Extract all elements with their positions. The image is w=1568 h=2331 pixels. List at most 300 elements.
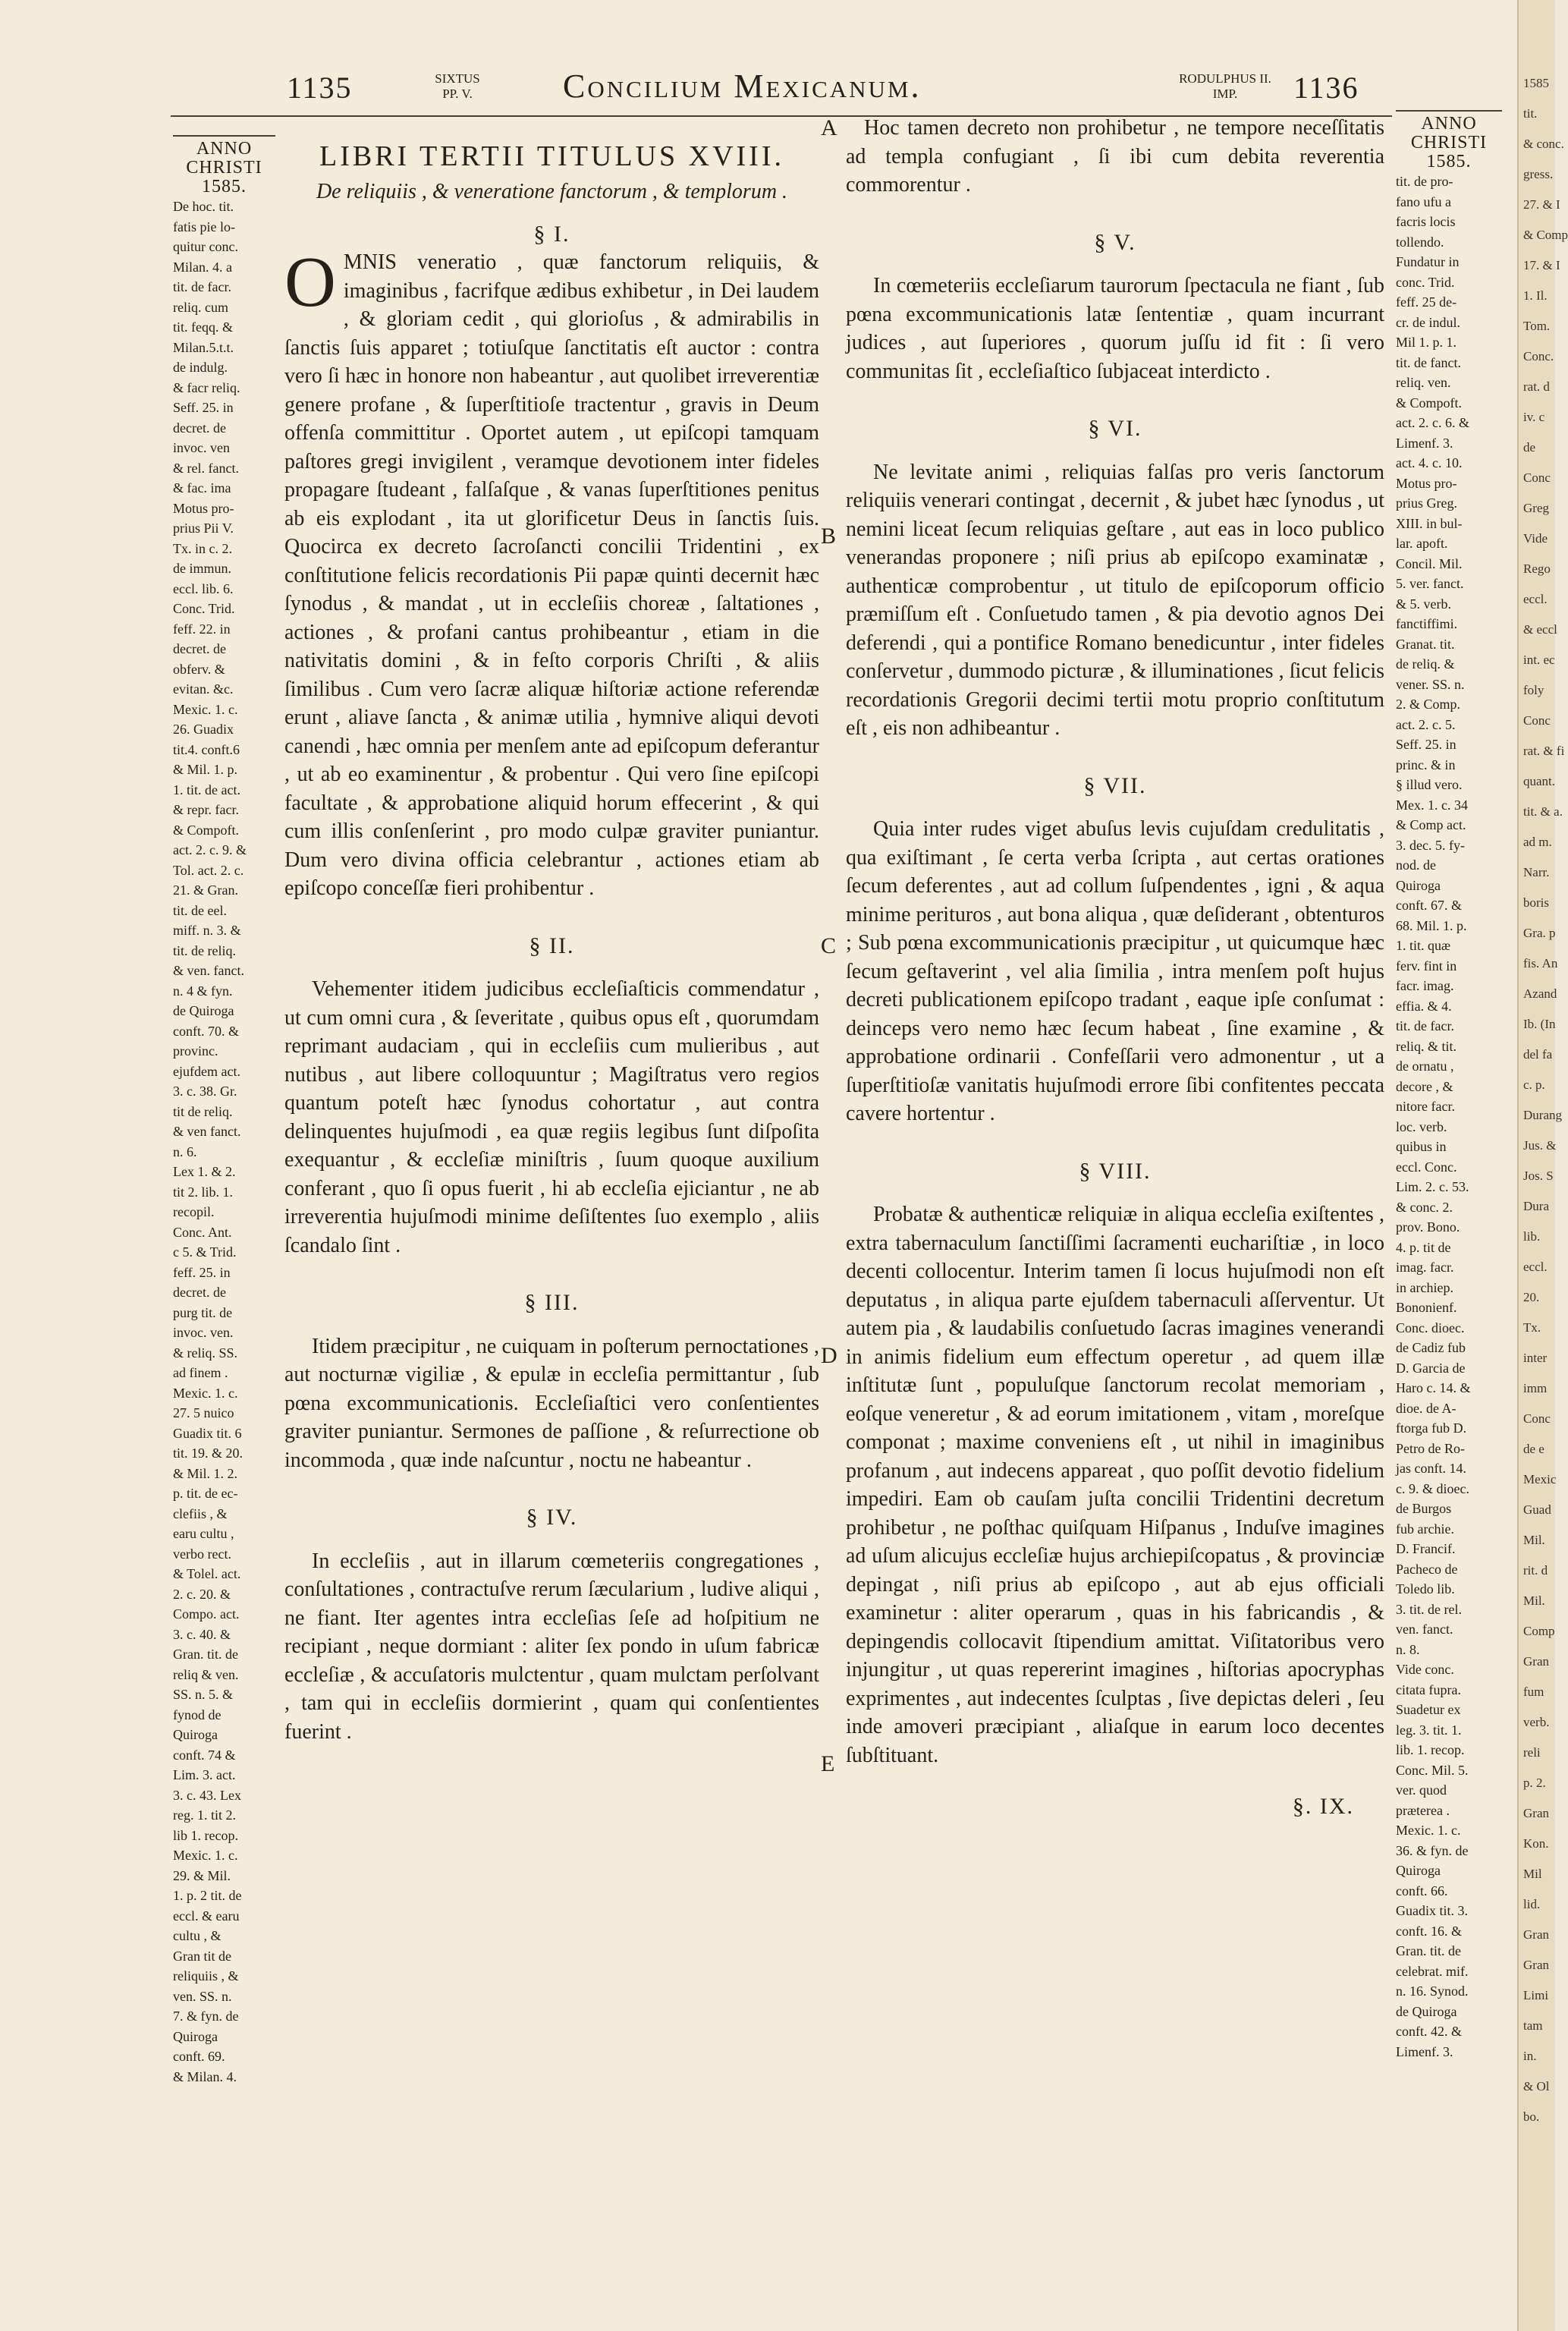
margin-note-line: loc. verb. <box>1396 1118 1447 1134</box>
adjacent-page-line: inter <box>1523 1351 1548 1365</box>
adjacent-page-line: tit. & a. <box>1523 804 1563 819</box>
margin-note-line: Mex. 1. c. 34 <box>1396 797 1468 813</box>
adjacent-page-line: de <box>1523 440 1536 455</box>
margin-note-line: Milan.5.t.t. <box>173 339 234 355</box>
column-letter-b: B <box>821 524 837 549</box>
adjacent-page-line: rit. d <box>1523 1563 1548 1578</box>
margin-note-line: Mexic. 1. c. <box>173 1385 238 1401</box>
margin-note-line: & ven. fanct. <box>173 963 244 978</box>
adjacent-page-line: Narr. <box>1523 865 1550 879</box>
anno-line: ANNO <box>1421 114 1477 134</box>
margin-note-line: Fundatur in <box>1396 254 1460 269</box>
margin-note-line: & rel. fanct. <box>173 460 239 476</box>
margin-note-line: lib. 1. recop. <box>1396 1742 1465 1757</box>
margin-note-line: recopil. <box>173 1204 215 1219</box>
margin-note-line: ven. fanct. <box>1396 1622 1453 1637</box>
margin-note-line: c. 9. & dioec. <box>1396 1480 1469 1496</box>
margin-note-line: Granat. tit. <box>1396 636 1455 652</box>
adjacent-page-line: Conc <box>1523 1411 1551 1426</box>
right-note-list <box>1396 171 1502 2062</box>
margin-note-line: ferv. fint in <box>1396 958 1457 974</box>
margin-note-line: citata fupra. <box>1396 1681 1461 1697</box>
margin-note-line: invoc. ven <box>173 440 230 455</box>
margin-note-line: 27. 5 nuico <box>173 1405 234 1420</box>
adjacent-page-line: rat. & fi <box>1523 744 1565 758</box>
margin-note-line: & facr reliq. <box>173 379 240 395</box>
margin-note-line: act. 2. c. 9. & <box>173 842 247 857</box>
adjacent-page-line: lid. <box>1523 1897 1541 1911</box>
margin-note-line: ven. SS. n. <box>173 1988 232 2004</box>
margin-note-line: tit de reliq. <box>173 1103 233 1119</box>
margin-note-line: ejufdem act. <box>173 1063 240 1079</box>
section-paragraph <box>284 243 819 903</box>
margin-note-line: tit. de facr. <box>1396 1018 1454 1033</box>
margin-note-line: lar. apoft. <box>1396 536 1448 551</box>
section-paragraph: Itidem præcipitur , ne cuiquam in poſterum pernoctationes , aut nocturnæ vigiliæ , & epulæ in eccleſia permittantur , ſub pœna excommunicationis. Eccleſiaſtici vero conſentientes graviter puniantur. Sermones de paſſione , & reſurrectione ob incommoda , quæ inde naſcuntur , noctu ne habeantur . <box>284 1334 819 1472</box>
adjacent-page-line: Mil <box>1523 1867 1542 1881</box>
adjacent-page-line: Conc. <box>1523 349 1554 363</box>
adjacent-page-line: & Comp <box>1523 228 1568 242</box>
adjacent-page-line: fis. An <box>1523 956 1558 970</box>
margin-note-line: 29. & Mil. <box>173 1867 231 1883</box>
margin-note-line: conft. 42. & <box>1396 2024 1462 2039</box>
adjacent-page-line: bo. <box>1523 2109 1540 2124</box>
adjacent-page-line: Conc <box>1523 470 1551 485</box>
margin-note-line: Milan. 4. a <box>173 259 232 275</box>
column-letter-c: C <box>821 933 837 958</box>
margin-note-line: reliquiis , & <box>173 1968 239 1983</box>
margin-note-line: § illud vero. <box>1396 777 1463 792</box>
adjacent-page-line: Azand <box>1523 986 1557 1001</box>
anno-line: 1585. <box>1426 152 1472 171</box>
margin-note-line: Mil 1. p. 1. <box>1396 335 1457 350</box>
margin-note-line: Bononienf. <box>1396 1300 1457 1315</box>
margin-note-line: conft. 67. & <box>1396 898 1462 913</box>
margin-note-line: Motus pro- <box>173 500 234 516</box>
anno-label <box>173 140 275 197</box>
adjacent-page-line: Tx. <box>1523 1320 1541 1335</box>
margin-note-line: fatis pie lo- <box>173 219 235 234</box>
right-margin-notes <box>1396 110 1502 2062</box>
adjacent-page-line: de e <box>1523 1442 1544 1456</box>
margin-note-line: facris locis <box>1396 214 1456 229</box>
adjacent-page-lines <box>1519 0 1568 2132</box>
margin-note-line: Conc. dioec. <box>1396 1320 1465 1335</box>
adjacent-page-line: Limi <box>1523 1988 1549 2002</box>
header-right-label-line: RODULPHUS II. <box>1179 71 1271 86</box>
left-note-list <box>173 197 275 2087</box>
margin-note-line: 1. p. 2 tit. de <box>173 1888 242 1903</box>
margin-note-line: reliq. cum <box>173 299 228 315</box>
margin-note-line: & repr. facr. <box>173 802 239 817</box>
adjacent-page-line: Gran <box>1523 1806 1549 1820</box>
adjacent-page-line: fum <box>1523 1685 1544 1699</box>
section-heading: § VIII. <box>1079 1158 1152 1184</box>
margin-note-line: imag. facr. <box>1396 1260 1454 1275</box>
margin-note-line: & conc. 2. <box>1396 1199 1453 1215</box>
margin-note-line: facr. imag. <box>1396 978 1454 993</box>
adjacent-page-line: reli <box>1523 1745 1541 1760</box>
margin-note-line: fano ufu a <box>1396 193 1451 209</box>
page-number-right: 1136 <box>1293 71 1359 105</box>
header-left-label <box>416 71 499 102</box>
adjacent-page-line: Vide <box>1523 531 1548 546</box>
margin-note-line: cultu , & <box>173 1928 222 1943</box>
margin-note-line: 4. p. tit de <box>1396 1239 1451 1255</box>
margin-note-line: c 5. & Trid. <box>173 1244 237 1260</box>
margin-note-line: princ. & in <box>1396 757 1456 772</box>
section-heading: § II. <box>529 933 575 958</box>
margin-note-line: eccl. & earu <box>173 1908 240 1924</box>
margin-note-line: & Compoft. <box>173 822 240 838</box>
margin-note-line: Guadix tit. 6 <box>173 1425 242 1441</box>
margin-note-line: conft. 16. & <box>1396 1923 1462 1939</box>
margin-note-line: effia. & 4. <box>1396 998 1452 1014</box>
margin-note-line: Toledo lib. <box>1396 1581 1455 1596</box>
margin-note-line: Conc. Trid. <box>173 601 235 616</box>
margin-note-line: act. 2. c. 6. & <box>1396 415 1469 430</box>
header-left-label-line: SIXTUS <box>435 71 480 86</box>
margin-note-line: tit. de fanct. <box>1396 354 1461 370</box>
adjacent-page-line: & Ol <box>1523 2079 1550 2093</box>
section-heading: § VI. <box>1088 416 1142 441</box>
margin-note-line: decret. de <box>173 641 226 656</box>
adjacent-page-line: quant. <box>1523 774 1556 788</box>
titulus-subtitle: De reliquiis , & veneratione fanctorum , & templorum . <box>316 179 788 203</box>
page-number-left: 1135 <box>287 71 353 105</box>
adjacent-page-line: Gra. p <box>1523 926 1556 940</box>
adjacent-page-line: Greg <box>1523 501 1549 515</box>
margin-note-line: Compo. act. <box>173 1606 240 1622</box>
adjacent-page-line: in. <box>1523 2049 1537 2063</box>
margin-note-line: & fac. ima <box>173 480 231 495</box>
drop-cap: O <box>284 243 336 322</box>
margin-note-line: Lim. 3. act. <box>173 1767 236 1782</box>
margin-note-line: cr. de indul. <box>1396 314 1460 330</box>
adjacent-page-line: ad m. <box>1523 835 1552 849</box>
margin-note-line: invoc. ven. <box>173 1325 234 1340</box>
adjacent-page-line: Conc <box>1523 713 1551 728</box>
margin-note-line: & Mil. 1. p. <box>173 762 238 777</box>
adjacent-page-line: & eccl <box>1523 622 1557 637</box>
margin-note-line: ftorga fub D. <box>1396 1420 1467 1436</box>
adjacent-page-line: 27. & I <box>1523 197 1560 212</box>
adjacent-page-line: Gran <box>1523 1958 1549 1972</box>
margin-note-line: tit. de reliq. <box>173 942 236 958</box>
adjacent-page-line: int. ec <box>1523 653 1555 667</box>
margin-note-line: & 5. verb. <box>1396 596 1451 612</box>
margin-note-line: vener. SS. n. <box>1396 676 1465 692</box>
margin-note-line: reliq. & tit. <box>1396 1038 1456 1054</box>
margin-note-line: conft. 70. & <box>173 1023 239 1039</box>
adjacent-page-line: rat. d <box>1523 379 1550 394</box>
adjacent-page-line: Ib. (In <box>1523 1017 1556 1031</box>
adjacent-page-line: tit. <box>1523 106 1538 121</box>
adjacent-page-line: Rego <box>1523 562 1551 576</box>
titulus-heading: LIBRI TERTII TITULUS XVIII. <box>319 140 784 172</box>
margin-note-line: tit. 19. & 20. <box>173 1445 244 1461</box>
adjacent-page-line: Tom. <box>1523 319 1551 333</box>
margin-note-line: D. Francif. <box>1396 1541 1456 1556</box>
margin-note-line: & Milan. 4. <box>173 2068 237 2084</box>
margin-note-line: de Burgos <box>1396 1501 1452 1516</box>
margin-note-line: reg. 1. tit 2. <box>173 1807 236 1823</box>
margin-note-line: 5. ver. fanct. <box>1396 576 1464 591</box>
margin-note-line: fanctiffimi. <box>1396 616 1458 631</box>
margin-note-line: Seff. 25. in <box>173 400 234 415</box>
margin-note-line: quibus in <box>1396 1139 1447 1154</box>
left-margin-notes <box>173 135 275 2087</box>
margin-note-line: Mexic. 1. c. <box>173 701 238 717</box>
margin-note-line: quitur conc. <box>173 239 238 254</box>
adjacent-page-line: Gran <box>1523 1927 1549 1942</box>
section-paragraph: Hoc tamen decreto non prohibetur , ne tempore neceſſitatis ad templa confugiant , ſi ibi cum debita reverentia commorentur . <box>846 116 1384 197</box>
margin-note-line: Gran. tit. de <box>173 1647 238 1662</box>
margin-note-line: n. 6. <box>173 1143 197 1159</box>
margin-note-line: Conc. Mil. 5. <box>1396 1762 1469 1778</box>
adjacent-page-edge <box>1517 0 1568 2331</box>
margin-note-line: De hoc. tit. <box>173 199 234 214</box>
adjacent-page-line: 1. Il. <box>1523 288 1548 303</box>
section-paragraph: Quia inter rudes viget abuſus levis cujuſdam credulitatis , qua exiſtimant , ſe certa verba ſcripta , aut certas orationes ſecum deferentes , aut ad collum ſuſpendentes , igni , & aqua minime perituros , aut bona aliqua , quæ deſiderant , obtenturos ; Sub pœna excommunicationis præcipitur , ut quicumque hæc ſecum geſtaverint , vel alia ſimilia , intra menſem poſt hujus decreti publicationem epiſcopo tradant , eaque ipſe conſumat : deinceps vero nemo hæc ſecum habeat , ſine examine , & approbatione ordinarii . Confeſſarii vero admonentur , ut a ſuperſtitioſæ vanitatis hujuſmodi errore ſibi confitentes peccata cavere hortentur . <box>846 817 1384 1125</box>
margin-note-line: 2. c. 20. & <box>173 1586 231 1602</box>
margin-note-line: Lex 1. & 2. <box>173 1164 236 1179</box>
margin-note-line: Quiroga <box>173 1727 218 1742</box>
margin-note-line: prov. Bono. <box>1396 1219 1460 1235</box>
anno-line: CHRISTI <box>1410 133 1488 153</box>
margin-note-line: in archiep. <box>1396 1279 1453 1295</box>
margin-note-line: tit. de pro- <box>1396 174 1453 189</box>
header-left-label-line: PP. V. <box>442 87 473 101</box>
margin-note-line: & Compoft. <box>1396 395 1463 411</box>
margin-note-line: de Quiroga <box>173 1003 234 1018</box>
margin-note-line: & Mil. 1. 2. <box>173 1465 238 1481</box>
margin-note-line: purg tit. de <box>173 1304 233 1320</box>
margin-note-line: de immun. <box>173 561 231 576</box>
margin-note-line: Quiroga <box>1396 1863 1441 1878</box>
adjacent-page-line: iv. c <box>1523 410 1545 424</box>
adjacent-page-line: Comp <box>1523 1624 1555 1638</box>
section-paragraph: Vehementer itidem judicibus eccleſiaſticis commendatur , ut cum omni cura , & ſeveritate , quibus opus eſt , quorumdam reprimant audaciam , qui in eccleſiis cum mulieribus , aut nutibus , aut libere colloquuntur ; Magiſtratus vero regios quantum poteſt hæc ſynodus cohortatur , aut contra delinquentes hujuſmodi , ea quæ regiis legibus ſunt diſpoſita exequantur , & eccleſiæ miniſtris , ſuum quoque auxilium conferant , quo ſi opus fuerit , hi ab eccleſia ejiciantur , ne ab irreverentia hujuſmodi minime deſiſtentes ſuo exemplo , aliis ſcandalo ſint . <box>284 977 819 1257</box>
margin-note-line: Tol. act. 2. c. <box>173 862 244 878</box>
adjacent-page-line: imm <box>1523 1381 1548 1395</box>
margin-note-line: Guadix tit. 3. <box>1396 1903 1468 1918</box>
anno-line: CHRISTI <box>186 158 262 178</box>
adjacent-page-line: 20. <box>1523 1290 1540 1304</box>
margin-note-line: ver. quod <box>1396 1782 1447 1798</box>
adjacent-page-line: Mil. <box>1523 1593 1545 1608</box>
adjacent-page-line: Mexic <box>1523 1472 1557 1486</box>
section-heading: § III. <box>524 1290 580 1315</box>
margin-note-line: 1. tit. de act. <box>173 782 240 797</box>
margin-note-line: 7. & fyn. de <box>173 2009 239 2024</box>
anno-label <box>1396 115 1502 171</box>
margin-note-line: & reliq. SS. <box>173 1345 238 1361</box>
margin-note-line: tit. de facr. <box>173 279 231 294</box>
margin-note-line: Mexic. 1. c. <box>173 1848 238 1863</box>
margin-note-line: p. tit. de ec- <box>173 1486 238 1501</box>
column-letter-e: E <box>821 1751 835 1776</box>
margin-note-line: 36. & fyn. de <box>1396 1842 1469 1858</box>
margin-note-line: Tx. in c. 2. <box>173 540 232 556</box>
margin-note-line: 3. c. 43. Lex <box>173 1787 241 1803</box>
adjacent-page-line: 17. & I <box>1523 258 1560 272</box>
section-text: MNIS veneratio , quæ fanctorum reliquiis, & imaginibus , facrifque ædibus exhibetur , in Dei laudem , & gloriam cedit , qui glorioſus , & admirabilis in ſanctis ſuis apparet ; totiuſque ſanctitatis eſt auctor : contra vero ſi hæc in honore non habeantur , aut quolibet irreverentiæ genere profane , & ſuperſtitioſe tractentur , gravis in Deum offenſa committitur . Oportet autem , ut epiſcopi tamquam paſtores gregi invigilent , veramque devotionem inter fideles propagare ſtudeant , falſaſque , & vanas ſuperſtitiones penitus ab eis explodant , ita ut glorificetur Deus in ſanctis ſuis. Quocirca ex decreto ſacroſancti concilii Tridentini , ex conſtitutione felicis recordationis Pii papæ quinti decernit hæc ſynodus , & mandat , ut in eccleſiis choreæ , ſaltationes , actiones , & profani cantus prohibeantur , etiam in die nativitatis domini , & in feſto corporis Chriſti , & aliis ſimilibus . Cum vero ſacræ aliquæ hiſtoriæ actione referendæ erunt , aliave ſancta , & animæ utilia , hymnive aliqui devoti canendi , hæc omnia per menſem ante ad epiſcopum deferantur , ut ab eo examinentur , & probentur . Qui vero ſine epiſcopi facultate , & approbatione aliquid horum effecerint , & qui cum illis conſenſerint , pro modo culpæ graviter puniantur. Dum vero divina officia celebrantur , actiones etiam ab epiſcopo conceſſæ fieri prohibentur . <box>284 250 819 900</box>
margin-note-line: tit 2. lib. 1. <box>173 1184 234 1200</box>
header-right-label-line: IMP. <box>1212 87 1238 101</box>
margin-note-line: & Comp act. <box>1396 817 1466 832</box>
margin-note-line: decret. de <box>173 420 226 436</box>
header-right-label <box>1157 71 1293 102</box>
margin-note-line: D. Garcia de <box>1396 1360 1466 1376</box>
margin-note-line: prius Greg. <box>1396 495 1457 511</box>
margin-note-line: obferv. & <box>173 661 225 677</box>
margin-note-line: & ven fanct. <box>173 1124 241 1139</box>
adjacent-page-line: boris <box>1523 895 1549 910</box>
margin-note-line: 3. c. 38. Gr. <box>173 1084 237 1099</box>
margin-note-line: conc. Trid. <box>1396 274 1455 290</box>
adjacent-page-line: eccl. <box>1523 1260 1548 1274</box>
margin-note-line: 21. & Gran. <box>173 882 238 898</box>
margin-note-line: Limenf. 3. <box>1396 435 1453 451</box>
margin-note-line: reliq. ven. <box>1396 375 1451 390</box>
margin-note-line: decore , & <box>1396 1078 1453 1094</box>
anno-line: 1585. <box>202 177 247 197</box>
margin-note-line: prius Pii V. <box>173 521 234 536</box>
margin-note-line: 26. Guadix <box>173 722 234 737</box>
section-heading: § VII. <box>1083 772 1147 798</box>
adjacent-page-line: Jus. & <box>1523 1138 1557 1153</box>
adjacent-page-line: & conc. <box>1523 137 1564 151</box>
margin-note-line: fub archie. <box>1396 1521 1454 1537</box>
margin-note-line: evitan. &c. <box>173 681 234 697</box>
right-text-column <box>846 114 1384 1821</box>
margin-note-line: de Quiroga <box>1396 2003 1457 2019</box>
running-title: Concilium Mexicanum. <box>563 68 922 105</box>
margin-note-line: 3. c. 40. & <box>173 1626 231 1642</box>
adjacent-page-line: verb. <box>1523 1715 1550 1729</box>
margin-note-line: Limenf. 3. <box>1396 2043 1453 2059</box>
margin-note-line: provinc. <box>173 1043 218 1059</box>
margin-note-line: leg. 3. tit. 1. <box>1396 1722 1462 1738</box>
margin-note-line: XIII. in bul- <box>1396 515 1463 531</box>
margin-note-line: n. 4 & fyn. <box>173 983 233 999</box>
margin-note-line: verbo rect. <box>173 1546 231 1562</box>
adjacent-page-line: Dura <box>1523 1199 1549 1213</box>
margin-note-line: n. 16. Synod. <box>1396 1983 1469 1999</box>
margin-note-line: Motus pro- <box>1396 475 1457 491</box>
adjacent-page-line: lib. <box>1523 1229 1541 1244</box>
section-paragraph: In cœmeteriis eccleſiarum taurorum ſpectacula ne fiant , ſub pœna excommunicationis latæ ſententiæ , quam incurrant judices , aut ſuperiores , quorum juſſu id fit : ſi vero communitas ſit , eccleſiaſtico ſubjaceat interdicto . <box>846 274 1384 383</box>
left-text-column <box>284 135 819 1746</box>
adjacent-page-line: eccl. <box>1523 592 1548 606</box>
section-heading: § V. <box>1094 229 1136 255</box>
margin-note-line: Quiroga <box>1396 877 1441 893</box>
margin-note-line: tit.4. conft.6 <box>173 741 240 757</box>
margin-note-line: tit. de eel. <box>173 902 227 918</box>
margin-note-line: lib 1. recop. <box>173 1827 238 1843</box>
section-heading: § IV. <box>526 1505 578 1530</box>
margin-note-line: Lim. 2. c. 53. <box>1396 1179 1469 1194</box>
margin-note-line: eccl. lib. 6. <box>173 580 234 596</box>
margin-note-line: jas conft. 14. <box>1396 1461 1466 1476</box>
margin-note-line: clefiis , & <box>173 1505 228 1521</box>
section-paragraph: Ne levitate animi , reliquias falſas pro veris ſanctorum reliquiis venerari contingat , decernit , & jubet hæc ſynodus , ut nemini liceat ſecum reliquias geſtare , aut eas in loco publico venerandas proponere ; niſi prius ab epiſcopo examinatæ , authenticæ comprobentur , ut titulo de epiſcoporum officio præmiſſum eſt . Conſuetudo tamen , & pia devotio agnos Dei deferendi , qui a pontifice Romano benedicuntur , inter fideles conſervetur , dummodo picturæ , & illuminationes , ſicut felicis recordationis Gregorii decimi tertii motu proprio conſtitutum eſt , eis non adhibeantur . <box>846 460 1384 740</box>
margin-note-line: feff. 25 de- <box>1396 294 1457 310</box>
margin-note-line: act. 4. c. 10. <box>1396 455 1463 470</box>
margin-note-line: fynod de <box>173 1707 222 1722</box>
margin-note-line: de indulg. <box>173 360 228 375</box>
adjacent-page-line: Mil. <box>1523 1533 1545 1547</box>
margin-note-line: reliq & ven. <box>173 1666 239 1682</box>
margin-note-line: feff. 25. in <box>173 1264 231 1280</box>
margin-note-line: de ornatu , <box>1396 1059 1454 1074</box>
margin-note-line: de reliq. & <box>1396 656 1455 672</box>
margin-note-line: nitore facr. <box>1396 1099 1455 1114</box>
adjacent-page-line: 1585 <box>1523 76 1549 90</box>
adjacent-page-line: gress. <box>1523 167 1554 181</box>
margin-note-line: SS. n. 5. & <box>173 1687 234 1702</box>
margin-note-line: feff. 22. in <box>173 621 231 637</box>
margin-note-line: act. 2. c. 5. <box>1396 716 1456 732</box>
margin-note-line: 3. dec. 5. fy- <box>1396 837 1465 853</box>
adjacent-page-line: tam <box>1523 2018 1543 2033</box>
anno-rule <box>1396 110 1502 112</box>
margin-note-line: 2. & Comp. <box>1396 697 1461 712</box>
margin-note-line: Pacheco de <box>1396 1561 1458 1577</box>
margin-note-line: Vide conc. <box>1396 1662 1454 1677</box>
margin-note-line: Seff. 25. in <box>1396 737 1456 752</box>
adjacent-page-line: Durang <box>1523 1108 1562 1122</box>
section-heading: §. IX. <box>1292 1794 1354 1819</box>
column-letter-d: D <box>821 1343 837 1368</box>
margin-note-line: nod. de <box>1396 857 1436 873</box>
margin-note-line: ad finem . <box>173 1365 228 1380</box>
margin-note-line: celebrat. mif. <box>1396 1963 1469 1979</box>
adjacent-page-line: Gran <box>1523 1654 1549 1669</box>
margin-note-line: conft. 69. <box>173 2049 225 2064</box>
adjacent-page-line: c. p. <box>1523 1077 1545 1092</box>
section-heading: § I. <box>533 221 570 247</box>
margin-note-line: 1. tit. quæ <box>1396 938 1451 953</box>
adjacent-page-line: del fa <box>1523 1047 1553 1062</box>
adjacent-page-line: Kon. <box>1523 1836 1549 1851</box>
margin-note-line: Gran. tit. de <box>1396 1943 1461 1958</box>
section-paragraph: In eccleſiis , aut in illarum cœmeteriis congregationes , conſultationes , contractuſve rerum ſæcularium , ludive aliqui , ne fiant. Iter agentes intra eccleſias ſeſe ad hoſpitium ne recipiant , neque dormiant : aliter ſex pondo in uſum fabricæ eccleſiæ , & accuſatoris mulctentur , quam mulctam perſolvant , tam qui in eccleſiis dormierint , quam qui conſentientes fuerint . <box>284 1549 819 1744</box>
margin-note-line: de Cadiz fub <box>1396 1340 1466 1355</box>
margin-note-line: eccl. Conc. <box>1396 1159 1457 1175</box>
column-letter-a: A <box>821 115 837 140</box>
anno-rule <box>173 135 275 137</box>
adjacent-page-line: p. 2. <box>1523 1776 1546 1790</box>
margin-note-line: conft. 66. <box>1396 1883 1448 1898</box>
margin-note-line: Quiroga <box>173 2028 218 2044</box>
margin-note-line: Conc. Ant. <box>173 1224 232 1240</box>
section-paragraph: Probatæ & authenticæ reliquiæ in aliqua eccleſia exiſtentes , extra tabernaculum ſanctiſſimi ſacramenti euchariſtiæ , in loco decenti collocentur. Interim tamen ſi locus hujuſmodi non eſt deputatus , in aliqua parte ejuſdem tabernaculi aſſerventur. Ut autem pia , & laudabilis conſuetudo ſacras imagines venerandi in animis fidelium eum effectum operetur , ad quem illæ inſtitutæ ſunt , populuſque ſanctorum recolat memoriam , eoſque veneretur , & ad eorum imitationem , vitam , moreſque componat ; maxime conveniens eſt , ut nihil in imaginibus profanum , aut indecens appareat , quo poſſit devotio fidelium impediri. Eam ob cauſam juſta concilii Tridentini decretum prohibetur , ne poſthac quiſquam Hiſpanus , Induſve imagines ad uſum alicujus eccleſiæ hujus archiepiſcopatus , & provinciæ depingat , niſi prius ab epiſcopo , aut ab ejus officiali examinetur : aliter operarum , quas in his fabricandis , & depingendis collocavit ſtipendium amittat. Viſitatoribus vero injungitur , ut quas repererint imagines , hiſtorias apocryphas exprimentes , aut indecentes ſculptas , ſive depictas deleri , ſeu inde amoveri præcipiant , aliaſque in earum loco decentes ſubſtituant. <box>846 1203 1384 1767</box>
adjacent-page-line: Guad <box>1523 1502 1551 1517</box>
margin-note-line: præterea . <box>1396 1802 1450 1818</box>
margin-note-line: tollendo. <box>1396 234 1444 250</box>
margin-note-line: Mexic. 1. c. <box>1396 1823 1461 1838</box>
margin-note-line: decret. de <box>173 1285 226 1300</box>
margin-note-line: 3. tit. de rel. <box>1396 1601 1462 1617</box>
margin-note-line: & Tolel. act. <box>173 1566 241 1581</box>
margin-note-line: Concil. Mil. <box>1396 555 1463 571</box>
margin-note-line: conft. 74 & <box>173 1747 236 1763</box>
anno-line: ANNO <box>196 139 253 159</box>
margin-note-line: 68. Mil. 1. p. <box>1396 917 1467 933</box>
adjacent-page-line: foly <box>1523 683 1544 697</box>
